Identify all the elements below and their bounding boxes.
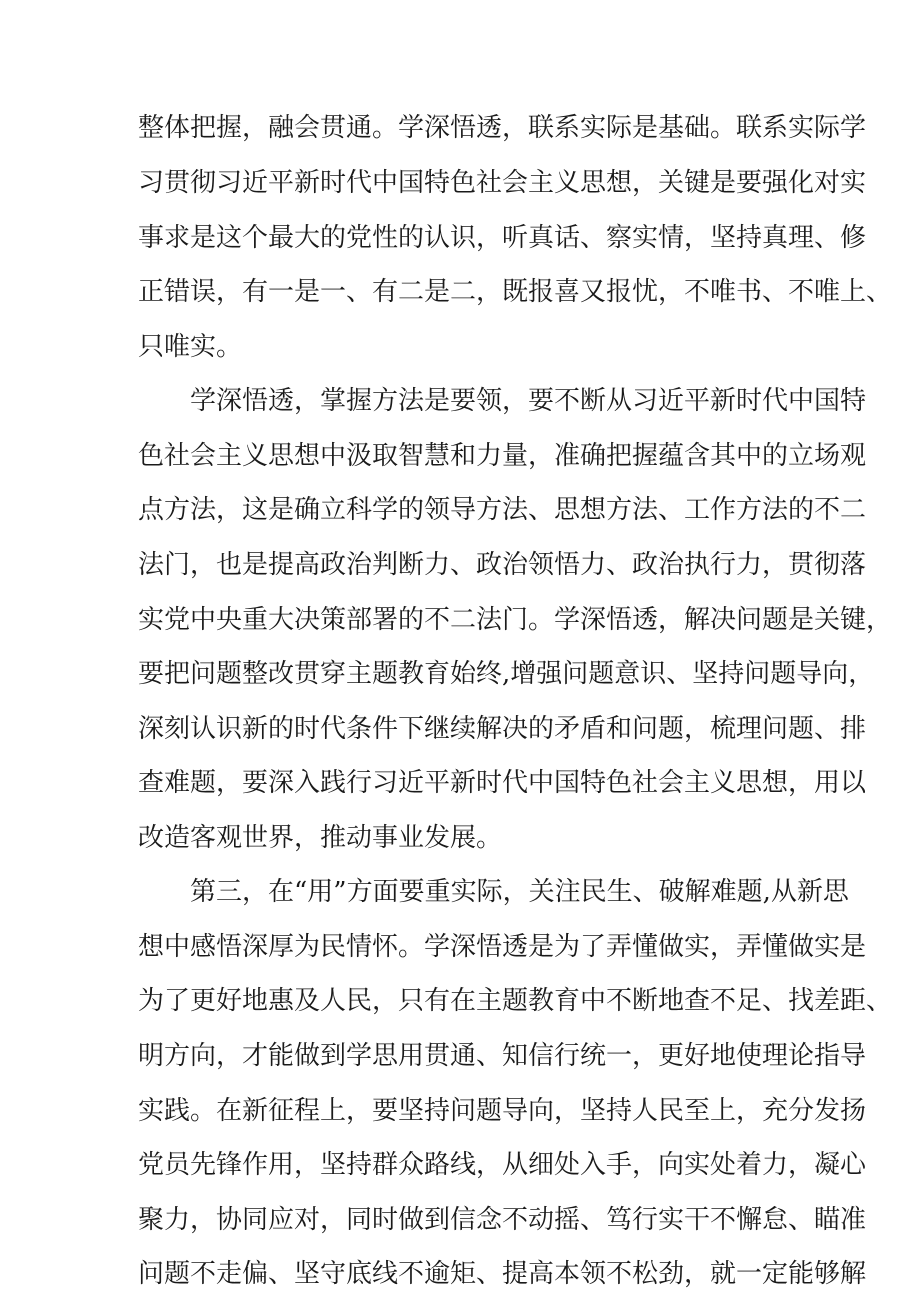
text-line: 习贯彻习近平新时代中国特色社会主义思想，关键是要强化对实 [138,168,867,198]
text-line: 查难题，要深入践行习近平新时代中国特色社会主义思想，用以 [138,768,867,798]
text-line: 问题不走偏、坚守底线不逾矩、提高本领不松劲，就一定能够解 [138,1259,867,1289]
text-line: 实践。在新征程上，要坚持问题导向，坚持人民至上，充分发扬 [138,1096,867,1126]
text-line: 点方法，这是确立科学的领导方法、思想方法、工作方法的不二 [138,495,867,525]
text-line: 党员先锋作用，坚持群众路线，从细处入手，向实处着力，凝心 [138,1150,867,1180]
text-line: 明方向，才能做到学思用贯通、知信行统一，更好地使理论指导 [138,1041,867,1071]
text-line: 实党中央重大决策部署的不二法门。学深悟透，解决问题是关键， [138,605,893,635]
text-line: 事求是这个最大的党性的认识，听真话、察实情，坚持真理、修 [138,223,867,253]
text-line: 想中感悟深厚为民情怀。学深悟透是为了弄懂做实，弄懂做实是 [138,932,867,962]
text-line: 深刻认识新的时代条件下继续解决的矛盾和问题，梳理问题、排 [138,714,867,744]
text-line: 改造客观世界，推动事业发展。 [138,823,503,853]
text-line: 整体把握，融会贯通。学深悟透，联系实际是基础。联系实际学 [138,113,867,143]
text-line: 要把问题整改贯穿主题教育始终,增强问题意识、坚持问题导向， [138,659,875,689]
text-line: 聚力，协同应对，同时做到信念不动摇、笃行实干不懈怠、瞄准 [138,1205,867,1235]
paragraph-first-line: 学深悟透，掌握方法是要领，要不断从习近平新时代中国特 [190,386,867,416]
text-line: 法门，也是提高政治判断力、政治领悟力、政治执行力，贯彻落 [138,550,867,580]
paragraph-first-line: 第三，在“用”方面要重实际，关注民生、破解难题,从新思 [190,877,849,907]
text-line: 为了更好地惠及人民，只有在主题教育中不断地查不足、找差距、 [138,986,893,1016]
text-line: 正错误，有一是一、有二是二，既报喜又报忧，不唯书、不唯上、 [138,277,893,307]
text-line: 只唯实。 [138,332,243,362]
text-line: 色社会主义思想中汲取智慧和力量，准确把握蕴含其中的立场观 [138,441,867,471]
